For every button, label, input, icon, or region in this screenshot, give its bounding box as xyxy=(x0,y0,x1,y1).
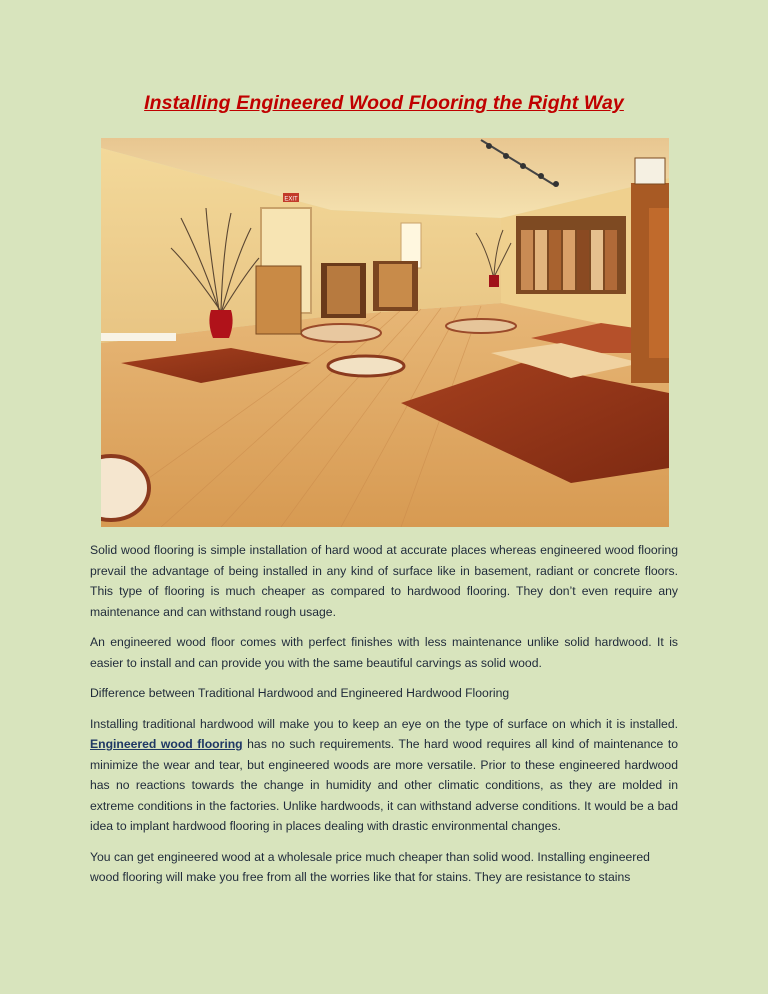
paragraph-2: An engineered wood floor comes with perfect finishes with less maintenance unlike solid hardwood. It is easier to install and can provide you with the same beautiful carvings as solid wood. xyxy=(90,635,678,670)
section-heading: Difference between Traditional Hardwood and Engineered Hardwood Flooring xyxy=(90,686,510,700)
paragraph-4 xyxy=(90,714,678,837)
paragraph-4-start: Installing traditional hardwood will make you to keep an eye on the type of surface on which it is installed. xyxy=(90,716,678,731)
showroom-photo xyxy=(101,138,669,527)
exit-sign: EXIT xyxy=(284,196,298,203)
article-body xyxy=(90,540,678,898)
paragraph-4-end: has no such requirements. The hard wood requires all kind of maintenance to minimize the wear and tear, but engineered woods are more versatile. Prior to these engineered hardwood has no reactions towards the change in humidity and other climatic conditions, as they are molded in extreme conditions in the factories. Unlike hardwoods, it can withstand adverse conditions. It would be a bad idea to implant hardwood flooring in places dealing with drastic environmental changes. xyxy=(90,737,678,833)
paragraph-5: You can get engineered wood at a wholesale price much cheaper than solid wood. Installing engineered wood flooring will make you free from all the worries like that for stains. They are resistance to stains xyxy=(90,849,650,884)
paragraph-1: Solid wood flooring is simple installation of hard wood at accurate places whereas engineered wood flooring prevail the advantage of being installed in any kind of surface like in basement, radiant or concrete floors. This type of flooring is much cheaper as compared to hardwood flooring. They don’t even require any maintenance and can withstand rough usage. xyxy=(90,543,678,619)
document-title: Installing Engineered Wood Flooring the Right Way xyxy=(144,92,624,114)
engineered-wood-flooring-link[interactable]: Engineered wood flooring xyxy=(90,737,243,751)
